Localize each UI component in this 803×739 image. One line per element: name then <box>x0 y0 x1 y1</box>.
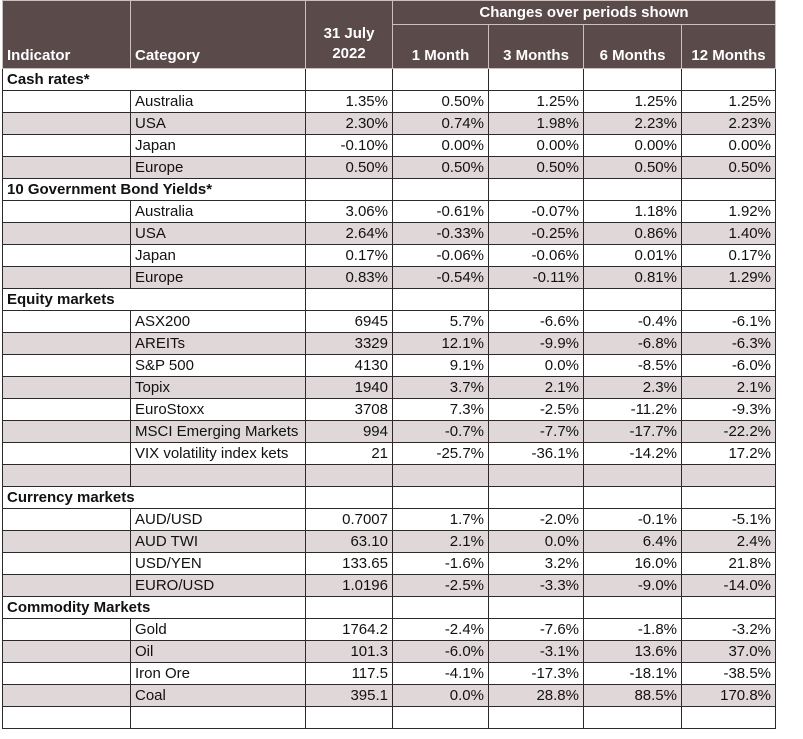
indicator-cell <box>3 663 131 685</box>
change-6-months-cell: -8.5% <box>584 355 682 377</box>
change-1-month-cell: 12.1% <box>393 333 489 355</box>
category-cell: AUD TWI <box>131 531 306 553</box>
change-3-months-cell: -7.7% <box>489 421 584 443</box>
table-row <box>3 575 776 597</box>
date-column-header <box>306 1 393 69</box>
change-3-months-cell: -17.3% <box>489 663 584 685</box>
category-cell: USD/YEN <box>131 553 306 575</box>
category-cell: AREITs <box>131 333 306 355</box>
indicator-cell <box>3 421 131 443</box>
table-row <box>3 553 776 575</box>
category-cell: Coal <box>131 685 306 707</box>
change-6-months-cell: -6.8% <box>584 333 682 355</box>
change-6-months-cell: 1.25% <box>584 91 682 113</box>
value-cell: 994 <box>306 421 393 443</box>
empty-cell <box>131 465 306 487</box>
empty-cell <box>3 707 131 729</box>
indicator-cell <box>3 377 131 399</box>
table-row <box>3 509 776 531</box>
change-1-month-cell: 0.0% <box>393 685 489 707</box>
table-body <box>3 69 776 729</box>
change-12-months-cell: -22.2% <box>682 421 776 443</box>
change-1-month-cell: -6.0% <box>393 641 489 663</box>
indicator-cell <box>3 91 131 113</box>
empty-cell <box>682 289 776 311</box>
value-cell: 4130 <box>306 355 393 377</box>
change-3-months-cell: 1.98% <box>489 113 584 135</box>
change-6-months-cell: -9.0% <box>584 575 682 597</box>
period-header-6-months: 6 Months <box>584 25 682 69</box>
change-6-months-cell: 0.81% <box>584 267 682 289</box>
change-1-month-cell: 9.1% <box>393 355 489 377</box>
section-header-row <box>3 69 776 91</box>
category-cell: ASX200 <box>131 311 306 333</box>
table-row <box>3 619 776 641</box>
date-label-line1: 31 July <box>323 24 375 42</box>
section-title: Currency markets <box>3 487 306 509</box>
change-3-months-cell: -7.6% <box>489 619 584 641</box>
indicator-cell <box>3 157 131 179</box>
change-1-month-cell: -0.54% <box>393 267 489 289</box>
category-cell: Topix <box>131 377 306 399</box>
indicator-column-header: Indicator <box>3 1 131 69</box>
table-row <box>3 685 776 707</box>
empty-cell <box>393 597 489 619</box>
change-12-months-cell: 2.4% <box>682 531 776 553</box>
empty-cell <box>306 487 393 509</box>
empty-cell <box>3 465 131 487</box>
change-12-months-cell: 1.92% <box>682 201 776 223</box>
empty-cell <box>393 465 489 487</box>
change-12-months-cell: -9.3% <box>682 399 776 421</box>
table-row <box>3 157 776 179</box>
category-cell: VIX volatility index kets <box>131 443 306 465</box>
change-12-months-cell: -5.1% <box>682 509 776 531</box>
market-summary-table-container <box>2 0 776 729</box>
empty-cell <box>306 465 393 487</box>
category-cell: USA <box>131 223 306 245</box>
indicator-cell <box>3 619 131 641</box>
section-header-row <box>3 597 776 619</box>
indicator-cell <box>3 355 131 377</box>
table-row <box>3 245 776 267</box>
change-1-month-cell: -25.7% <box>393 443 489 465</box>
value-cell: 3329 <box>306 333 393 355</box>
change-1-month-cell: -0.06% <box>393 245 489 267</box>
change-1-month-cell: 5.7% <box>393 311 489 333</box>
changes-over-periods-header: Changes over periods shown <box>393 1 776 25</box>
change-6-months-cell: 0.50% <box>584 157 682 179</box>
change-6-months-cell: -14.2% <box>584 443 682 465</box>
value-cell: 117.5 <box>306 663 393 685</box>
empty-cell <box>393 487 489 509</box>
empty-cell <box>682 179 776 201</box>
indicator-cell <box>3 267 131 289</box>
change-12-months-cell: 21.8% <box>682 553 776 575</box>
empty-cell <box>682 707 776 729</box>
change-1-month-cell: 7.3% <box>393 399 489 421</box>
change-3-months-cell: -9.9% <box>489 333 584 355</box>
empty-cell <box>393 69 489 91</box>
category-column-header: Category <box>131 1 306 69</box>
section-title: Commodity Markets <box>3 597 306 619</box>
section-header-row <box>3 487 776 509</box>
value-cell: 1940 <box>306 377 393 399</box>
change-3-months-cell: 0.0% <box>489 531 584 553</box>
indicator-cell <box>3 531 131 553</box>
table-row <box>3 135 776 157</box>
change-3-months-cell: 2.1% <box>489 377 584 399</box>
empty-cell <box>489 487 584 509</box>
section-title: Cash rates* <box>3 69 306 91</box>
table-row <box>3 377 776 399</box>
empty-cell <box>682 487 776 509</box>
value-cell: 1.0196 <box>306 575 393 597</box>
change-6-months-cell: -0.4% <box>584 311 682 333</box>
table-row <box>3 267 776 289</box>
change-3-months-cell: -3.3% <box>489 575 584 597</box>
change-1-month-cell: 3.7% <box>393 377 489 399</box>
category-cell: Australia <box>131 201 306 223</box>
change-1-month-cell: 0.50% <box>393 91 489 113</box>
empty-cell <box>682 69 776 91</box>
change-12-months-cell: 37.0% <box>682 641 776 663</box>
change-12-months-cell: -6.1% <box>682 311 776 333</box>
indicator-cell <box>3 685 131 707</box>
change-6-months-cell: 0.01% <box>584 245 682 267</box>
category-cell: Europe <box>131 267 306 289</box>
value-cell: 395.1 <box>306 685 393 707</box>
period-header-3-months: 3 Months <box>489 25 584 69</box>
section-header-row <box>3 289 776 311</box>
value-cell: 101.3 <box>306 641 393 663</box>
value-cell: 133.65 <box>306 553 393 575</box>
table-row <box>3 311 776 333</box>
change-3-months-cell: 0.50% <box>489 157 584 179</box>
indicator-cell <box>3 509 131 531</box>
change-12-months-cell: 1.25% <box>682 91 776 113</box>
table-row <box>3 641 776 663</box>
indicator-cell <box>3 201 131 223</box>
change-12-months-cell: 2.1% <box>682 377 776 399</box>
change-3-months-cell: -0.11% <box>489 267 584 289</box>
change-12-months-cell: 1.40% <box>682 223 776 245</box>
change-12-months-cell: -6.0% <box>682 355 776 377</box>
change-1-month-cell: -0.7% <box>393 421 489 443</box>
value-cell: 2.30% <box>306 113 393 135</box>
empty-cell <box>489 69 584 91</box>
change-12-months-cell: 17.2% <box>682 443 776 465</box>
empty-cell <box>682 465 776 487</box>
change-1-month-cell: 2.1% <box>393 531 489 553</box>
change-1-month-cell: 0.50% <box>393 157 489 179</box>
period-header-12-months: 12 Months <box>682 25 776 69</box>
spacer-row <box>3 707 776 729</box>
change-6-months-cell: -1.8% <box>584 619 682 641</box>
change-6-months-cell: 88.5% <box>584 685 682 707</box>
category-cell: USA <box>131 113 306 135</box>
change-12-months-cell: -6.3% <box>682 333 776 355</box>
section-title: 10 Government Bond Yields* <box>3 179 306 201</box>
change-6-months-cell: 6.4% <box>584 531 682 553</box>
change-12-months-cell: 170.8% <box>682 685 776 707</box>
change-3-months-cell: 1.25% <box>489 91 584 113</box>
change-1-month-cell: -1.6% <box>393 553 489 575</box>
change-12-months-cell: 1.29% <box>682 267 776 289</box>
change-3-months-cell: -3.1% <box>489 641 584 663</box>
indicator-cell <box>3 135 131 157</box>
category-cell: S&P 500 <box>131 355 306 377</box>
category-cell: Europe <box>131 157 306 179</box>
change-6-months-cell: -18.1% <box>584 663 682 685</box>
empty-cell <box>489 179 584 201</box>
change-3-months-cell: -6.6% <box>489 311 584 333</box>
empty-cell <box>584 707 682 729</box>
category-cell: Oil <box>131 641 306 663</box>
empty-cell <box>584 69 682 91</box>
empty-cell <box>489 707 584 729</box>
change-3-months-cell: -36.1% <box>489 443 584 465</box>
change-3-months-cell: -2.0% <box>489 509 584 531</box>
change-3-months-cell: -0.25% <box>489 223 584 245</box>
section-header-row <box>3 179 776 201</box>
empty-cell <box>306 69 393 91</box>
change-12-months-cell: 0.00% <box>682 135 776 157</box>
header-row-top <box>3 1 776 25</box>
category-cell: MSCI Emerging Markets <box>131 421 306 443</box>
table-row <box>3 355 776 377</box>
value-cell: 1.35% <box>306 91 393 113</box>
category-cell: Japan <box>131 135 306 157</box>
value-cell: 0.50% <box>306 157 393 179</box>
change-1-month-cell: -0.61% <box>393 201 489 223</box>
change-1-month-cell: -0.33% <box>393 223 489 245</box>
table-row <box>3 113 776 135</box>
value-cell: 1764.2 <box>306 619 393 641</box>
change-6-months-cell: 1.18% <box>584 201 682 223</box>
indicator-cell <box>3 311 131 333</box>
category-cell: EuroStoxx <box>131 399 306 421</box>
change-1-month-cell: 0.00% <box>393 135 489 157</box>
value-cell: 0.17% <box>306 245 393 267</box>
table-row <box>3 399 776 421</box>
empty-cell <box>584 487 682 509</box>
change-3-months-cell: -0.06% <box>489 245 584 267</box>
table-row <box>3 663 776 685</box>
category-cell: Iron Ore <box>131 663 306 685</box>
change-6-months-cell: 16.0% <box>584 553 682 575</box>
indicator-cell <box>3 553 131 575</box>
change-3-months-cell: 0.0% <box>489 355 584 377</box>
empty-cell <box>393 707 489 729</box>
table-row <box>3 443 776 465</box>
change-1-month-cell: -4.1% <box>393 663 489 685</box>
empty-cell <box>306 179 393 201</box>
empty-cell <box>584 179 682 201</box>
indicator-cell <box>3 575 131 597</box>
value-cell: 3.06% <box>306 201 393 223</box>
change-1-month-cell: 0.74% <box>393 113 489 135</box>
value-cell: 3708 <box>306 399 393 421</box>
empty-cell <box>306 707 393 729</box>
value-cell: 2.64% <box>306 223 393 245</box>
value-cell: 21 <box>306 443 393 465</box>
value-cell: -0.10% <box>306 135 393 157</box>
indicator-cell <box>3 245 131 267</box>
change-1-month-cell: -2.5% <box>393 575 489 597</box>
change-3-months-cell: 3.2% <box>489 553 584 575</box>
change-6-months-cell: -0.1% <box>584 509 682 531</box>
empty-cell <box>584 597 682 619</box>
date-label-line2: 2022 <box>332 44 366 62</box>
period-header-1-month: 1 Month <box>393 25 489 69</box>
value-cell: 6945 <box>306 311 393 333</box>
indicator-cell <box>3 333 131 355</box>
indicator-cell <box>3 443 131 465</box>
change-12-months-cell: 0.50% <box>682 157 776 179</box>
empty-cell <box>682 597 776 619</box>
category-cell: EURO/USD <box>131 575 306 597</box>
section-title: Equity markets <box>3 289 306 311</box>
change-6-months-cell: 2.23% <box>584 113 682 135</box>
change-12-months-cell: 0.17% <box>682 245 776 267</box>
table-row <box>3 421 776 443</box>
category-cell: Australia <box>131 91 306 113</box>
table-row <box>3 201 776 223</box>
change-6-months-cell: 0.00% <box>584 135 682 157</box>
change-3-months-cell: -0.07% <box>489 201 584 223</box>
table-row <box>3 223 776 245</box>
empty-cell <box>393 289 489 311</box>
change-12-months-cell: -14.0% <box>682 575 776 597</box>
empty-cell <box>306 289 393 311</box>
change-12-months-cell: 2.23% <box>682 113 776 135</box>
change-6-months-cell: 13.6% <box>584 641 682 663</box>
table-row <box>3 333 776 355</box>
indicator-cell <box>3 641 131 663</box>
indicator-cell <box>3 223 131 245</box>
category-cell: Japan <box>131 245 306 267</box>
empty-cell <box>584 465 682 487</box>
change-6-months-cell: 2.3% <box>584 377 682 399</box>
change-12-months-cell: -3.2% <box>682 619 776 641</box>
empty-cell <box>393 179 489 201</box>
empty-cell <box>306 597 393 619</box>
empty-cell <box>489 465 584 487</box>
value-cell: 0.7007 <box>306 509 393 531</box>
change-6-months-cell: -11.2% <box>584 399 682 421</box>
empty-cell <box>489 597 584 619</box>
change-3-months-cell: 0.00% <box>489 135 584 157</box>
spacer-row <box>3 465 776 487</box>
table-row <box>3 531 776 553</box>
change-6-months-cell: -17.7% <box>584 421 682 443</box>
empty-cell <box>131 707 306 729</box>
table-row <box>3 91 776 113</box>
category-cell: Gold <box>131 619 306 641</box>
empty-cell <box>489 289 584 311</box>
change-3-months-cell: -2.5% <box>489 399 584 421</box>
empty-cell <box>584 289 682 311</box>
change-6-months-cell: 0.86% <box>584 223 682 245</box>
change-1-month-cell: -2.4% <box>393 619 489 641</box>
change-3-months-cell: 28.8% <box>489 685 584 707</box>
market-summary-table <box>2 0 776 729</box>
indicator-cell <box>3 399 131 421</box>
change-1-month-cell: 1.7% <box>393 509 489 531</box>
value-cell: 63.10 <box>306 531 393 553</box>
indicator-cell <box>3 113 131 135</box>
change-12-months-cell: -38.5% <box>682 663 776 685</box>
category-cell: AUD/USD <box>131 509 306 531</box>
value-cell: 0.83% <box>306 267 393 289</box>
